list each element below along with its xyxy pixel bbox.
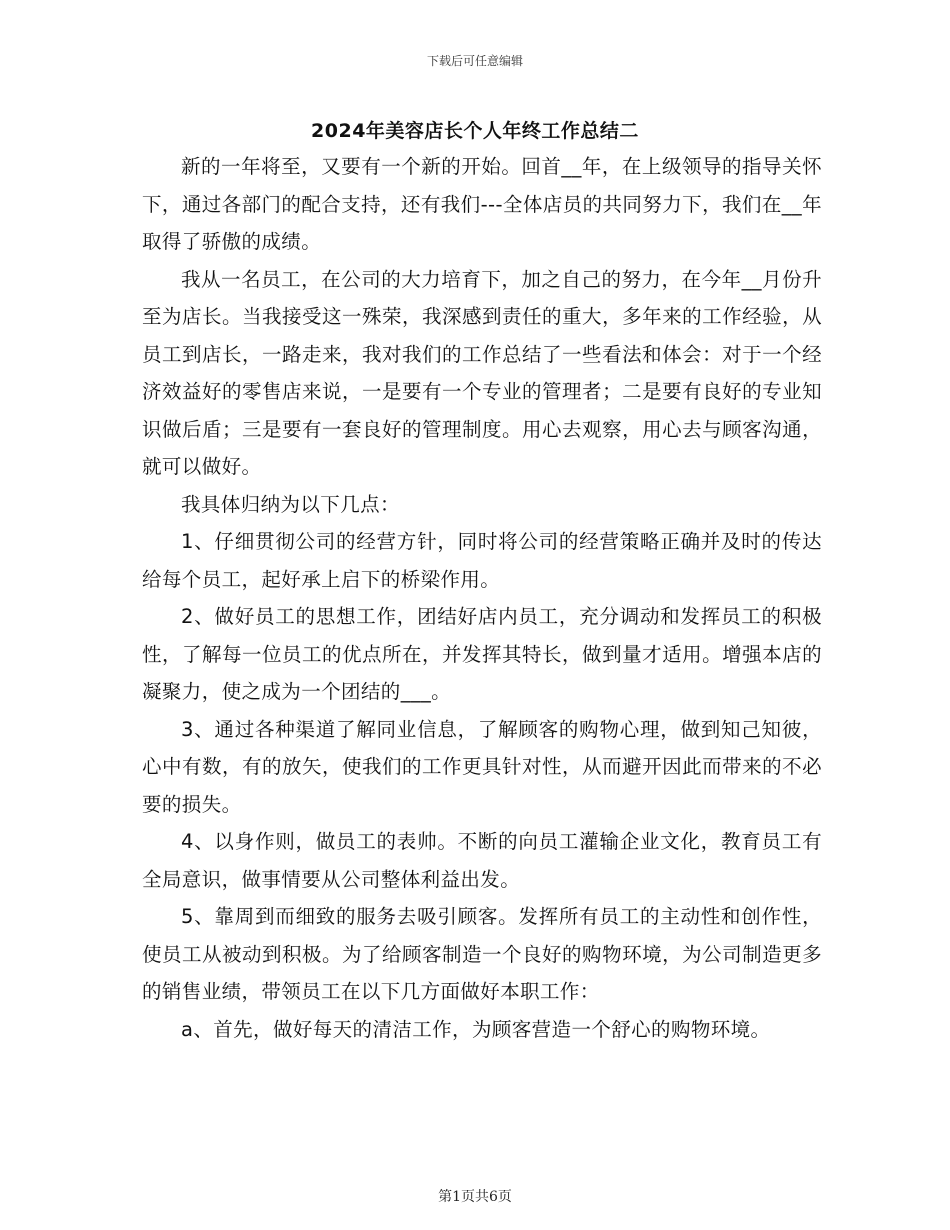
paragraph-point-5: 5、靠周到而细致的服务去吸引顾客。发挥所有员工的主动性和创作性，使员工从被动到积极。为了给顾客制造一个良好的购物环境，为公司制造更多的销售业绩，带领员工在以下几方面做好本职工作： bbox=[142, 905, 822, 1003]
page-number: 第1页共6页 bbox=[438, 1189, 512, 1205]
paragraph-experience: 我从一名员工，在公司的大力培育下，加之自己的努力，在今年__月份升至为店长。当我接受这一殊荣，我深感到责任的重大，多年来的工作经验，从员工到店长，一路走来，我对我们的工作总结了一些看法和体会：对于一个经济效益好的零售店来说，一是要有一个专业的管理者；二是要有良好的专业知识做后盾；三是要有一套良好的管理制度。用心去观察，用心去与顾客沟通，就可以做好。 bbox=[142, 267, 822, 478]
paragraph-summary-lead: 我具体归纳为以下几点： bbox=[181, 492, 400, 516]
page-header-note: 下载后可任意编辑 bbox=[426, 54, 523, 68]
paragraph-point-1: 1、仔细贯彻公司的经营方针，同时将公司的经营策略正确并及时的传达给每个员工，起好承上启下的桥梁作用。 bbox=[142, 530, 822, 591]
paragraph-point-3: 3、通过各种渠道了解同业信息，了解顾客的购物心理，做到知己知彼，心中有数，有的放矢，使我们的工作更具针对性，从而避开因此而带来的不必要的损失。 bbox=[142, 717, 822, 816]
document-body bbox=[142, 148, 822, 1048]
paragraph-point-2: 2、做好员工的思想工作，团结好店内员工，充分调动和发挥员工的积极性，了解每一位员工的优点所在，并发挥其特长，做到量才适用。增强本店的凝聚力，使之成为一个团结的___。 bbox=[142, 605, 822, 703]
paragraph-point-a: a、首先，做好每天的清洁工作，为顾客营造一个舒心的购物环境。 bbox=[181, 1017, 771, 1041]
paragraph-point-4: 4、以身作则，做员工的表帅。不断的向员工灌输企业文化，教育员工有全局意识，做事情要从公司整体利益出发。 bbox=[142, 830, 822, 891]
paragraph-intro: 新的一年将至，又要有一个新的开始。回首__年，在上级领导的指导关怀下，通过各部门的配合支持，还有我们---全体店员的共同努力下，我们在__年取得了骄傲的成绩。 bbox=[142, 155, 822, 253]
document-title: 2024年美容店长个人年终工作总结二 bbox=[311, 120, 639, 142]
